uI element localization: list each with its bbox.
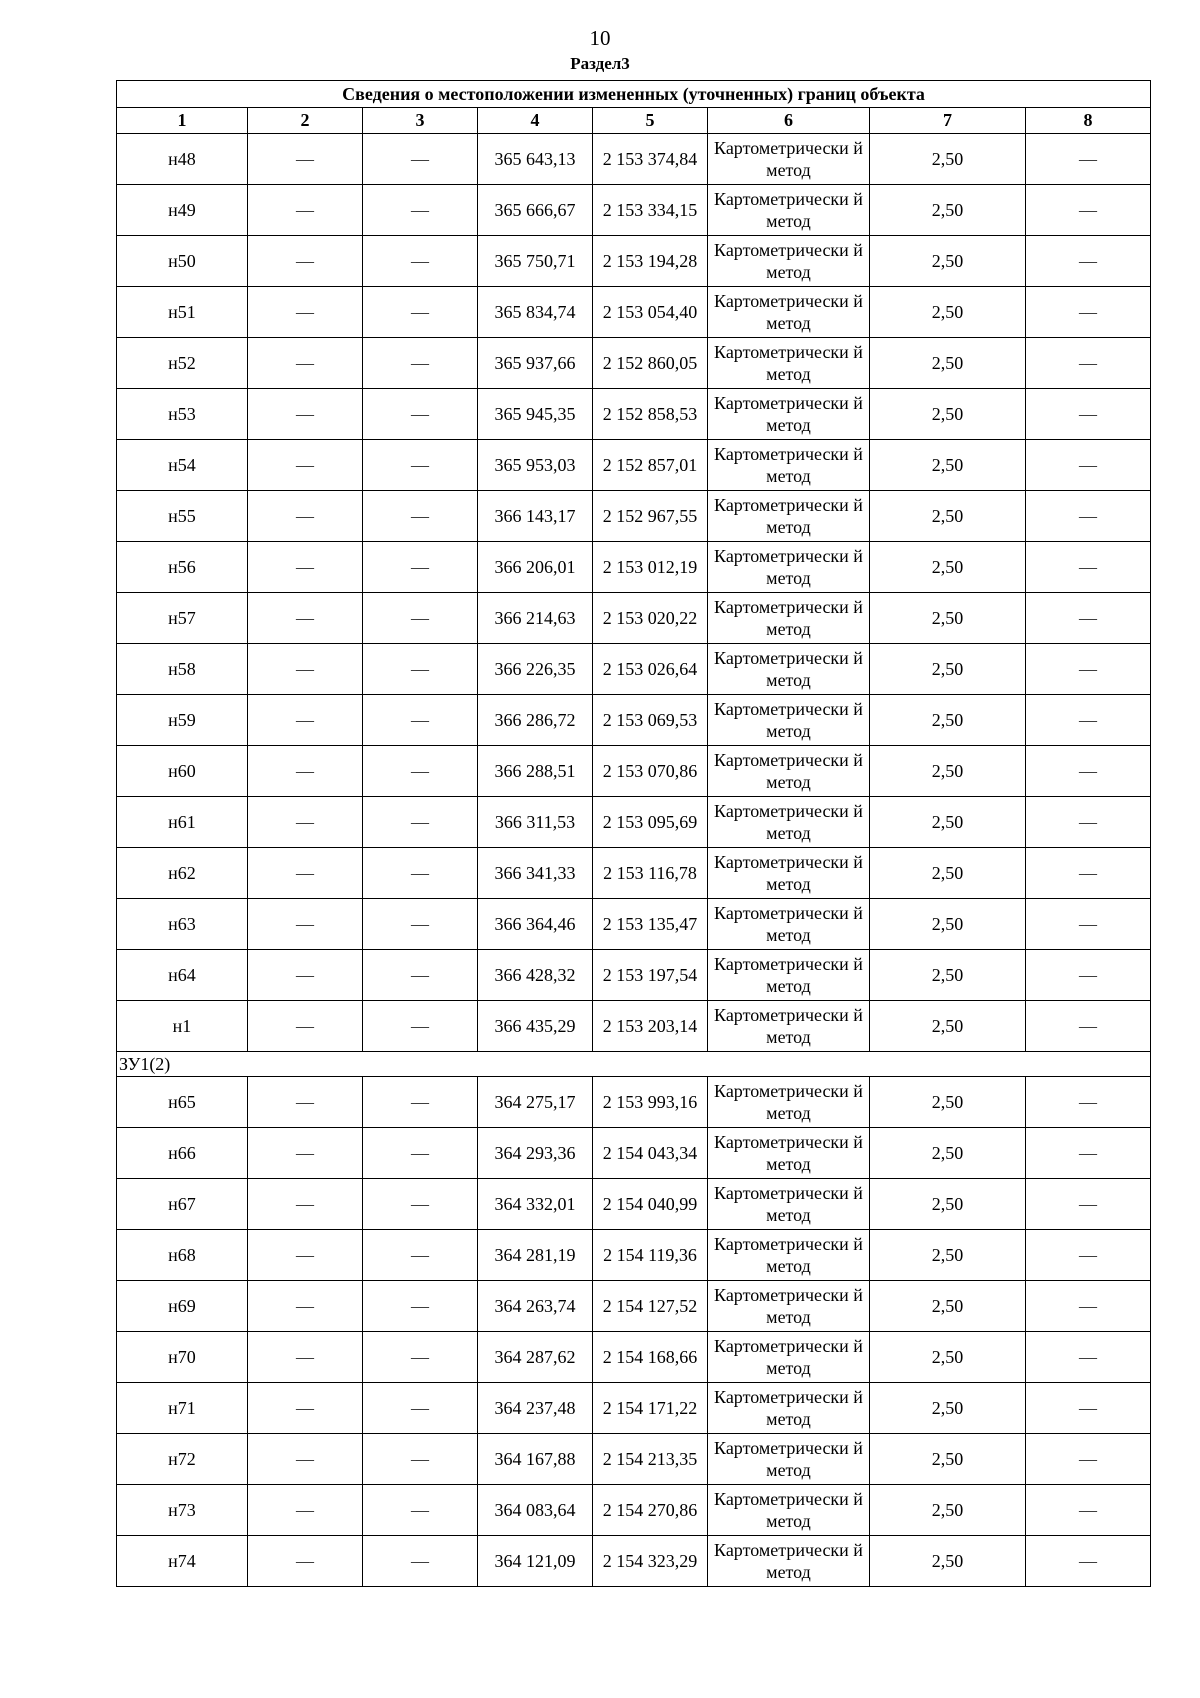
- point-number-cell: н65: [117, 1077, 248, 1128]
- column-8-cell: —: [1026, 1179, 1151, 1230]
- group-label: ЗУ1(2): [117, 1052, 1151, 1077]
- column-header-7: 7: [870, 108, 1026, 134]
- table-caption-row: [117, 81, 1151, 108]
- column-3-cell: —: [363, 1128, 478, 1179]
- y-coordinate-cell: 2 154 270,86: [593, 1485, 708, 1536]
- table-row: [117, 134, 1151, 185]
- accuracy-cell: 2,50: [870, 848, 1026, 899]
- accuracy-cell: 2,50: [870, 491, 1026, 542]
- column-header-6: 6: [708, 108, 870, 134]
- table-body: [117, 134, 1151, 1587]
- table-row: [117, 185, 1151, 236]
- column-2-cell: —: [248, 1230, 363, 1281]
- point-number-cell: н49: [117, 185, 248, 236]
- column-3-cell: —: [363, 185, 478, 236]
- accuracy-cell: 2,50: [870, 1332, 1026, 1383]
- column-3-cell: —: [363, 542, 478, 593]
- y-coordinate-cell: 2 152 858,53: [593, 389, 708, 440]
- method-cell: Картометрически й метод: [708, 593, 870, 644]
- column-2-cell: —: [248, 287, 363, 338]
- column-2-cell: —: [248, 899, 363, 950]
- accuracy-cell: 2,50: [870, 1536, 1026, 1587]
- method-cell: Картометрически й метод: [708, 287, 870, 338]
- table-row: [117, 1077, 1151, 1128]
- accuracy-cell: 2,50: [870, 644, 1026, 695]
- x-coordinate-cell: 364 275,17: [478, 1077, 593, 1128]
- method-cell: Картометрически й метод: [708, 389, 870, 440]
- table-row: [117, 389, 1151, 440]
- boundary-table-container: [116, 80, 1150, 1587]
- accuracy-cell: 2,50: [870, 389, 1026, 440]
- column-3-cell: —: [363, 950, 478, 1001]
- table-row: [117, 1230, 1151, 1281]
- y-coordinate-cell: 2 154 119,36: [593, 1230, 708, 1281]
- y-coordinate-cell: 2 153 993,16: [593, 1077, 708, 1128]
- column-2-cell: —: [248, 338, 363, 389]
- point-number-cell: н51: [117, 287, 248, 338]
- boundary-coordinates-table: [116, 80, 1151, 1587]
- method-cell: Картометрически й метод: [708, 1536, 870, 1587]
- table-row: [117, 1536, 1151, 1587]
- x-coordinate-cell: 366 286,72: [478, 695, 593, 746]
- column-8-cell: —: [1026, 287, 1151, 338]
- x-coordinate-cell: 364 083,64: [478, 1485, 593, 1536]
- y-coordinate-cell: 2 153 116,78: [593, 848, 708, 899]
- column-3-cell: —: [363, 1434, 478, 1485]
- column-8-cell: —: [1026, 899, 1151, 950]
- table-row: [117, 440, 1151, 491]
- method-cell: Картометрически й метод: [708, 695, 870, 746]
- column-8-cell: —: [1026, 593, 1151, 644]
- accuracy-cell: 2,50: [870, 1179, 1026, 1230]
- column-2-cell: —: [248, 1128, 363, 1179]
- point-number-cell: н52: [117, 338, 248, 389]
- y-coordinate-cell: 2 153 020,22: [593, 593, 708, 644]
- table-row: [117, 695, 1151, 746]
- column-3-cell: —: [363, 797, 478, 848]
- column-8-cell: —: [1026, 1434, 1151, 1485]
- accuracy-cell: 2,50: [870, 593, 1026, 644]
- accuracy-cell: 2,50: [870, 746, 1026, 797]
- column-3-cell: —: [363, 134, 478, 185]
- method-cell: Картометрически й метод: [708, 338, 870, 389]
- column-2-cell: —: [248, 134, 363, 185]
- column-2-cell: —: [248, 1332, 363, 1383]
- method-cell: Картометрически й метод: [708, 1485, 870, 1536]
- y-coordinate-cell: 2 153 069,53: [593, 695, 708, 746]
- y-coordinate-cell: 2 154 171,22: [593, 1383, 708, 1434]
- column-8-cell: —: [1026, 1128, 1151, 1179]
- x-coordinate-cell: 364 281,19: [478, 1230, 593, 1281]
- accuracy-cell: 2,50: [870, 1485, 1026, 1536]
- table-header-row: [117, 108, 1151, 134]
- column-8-cell: —: [1026, 797, 1151, 848]
- method-cell: Картометрически й метод: [708, 644, 870, 695]
- table-row: [117, 236, 1151, 287]
- accuracy-cell: 2,50: [870, 134, 1026, 185]
- accuracy-cell: 2,50: [870, 1128, 1026, 1179]
- x-coordinate-cell: 366 214,63: [478, 593, 593, 644]
- y-coordinate-cell: 2 153 197,54: [593, 950, 708, 1001]
- method-cell: Картометрически й метод: [708, 1077, 870, 1128]
- x-coordinate-cell: 366 206,01: [478, 542, 593, 593]
- point-number-cell: н70: [117, 1332, 248, 1383]
- point-number-cell: н54: [117, 440, 248, 491]
- column-2-cell: —: [248, 797, 363, 848]
- column-8-cell: —: [1026, 440, 1151, 491]
- x-coordinate-cell: 364 167,88: [478, 1434, 593, 1485]
- column-8-cell: —: [1026, 236, 1151, 287]
- column-2-cell: —: [248, 236, 363, 287]
- point-number-cell: н71: [117, 1383, 248, 1434]
- y-coordinate-cell: 2 153 026,64: [593, 644, 708, 695]
- method-cell: Картометрически й метод: [708, 542, 870, 593]
- column-8-cell: —: [1026, 491, 1151, 542]
- accuracy-cell: 2,50: [870, 1383, 1026, 1434]
- y-coordinate-cell: 2 154 213,35: [593, 1434, 708, 1485]
- table-row: [117, 491, 1151, 542]
- column-3-cell: —: [363, 491, 478, 542]
- method-cell: Картометрически й метод: [708, 797, 870, 848]
- column-8-cell: —: [1026, 1281, 1151, 1332]
- column-8-cell: —: [1026, 1001, 1151, 1052]
- x-coordinate-cell: 365 750,71: [478, 236, 593, 287]
- table-row: [117, 848, 1151, 899]
- point-number-cell: н74: [117, 1536, 248, 1587]
- y-coordinate-cell: 2 153 203,14: [593, 1001, 708, 1052]
- method-cell: Картометрически й метод: [708, 1332, 870, 1383]
- accuracy-cell: 2,50: [870, 1434, 1026, 1485]
- point-number-cell: н62: [117, 848, 248, 899]
- y-coordinate-cell: 2 154 323,29: [593, 1536, 708, 1587]
- column-8-cell: —: [1026, 338, 1151, 389]
- table-row: [117, 1281, 1151, 1332]
- y-coordinate-cell: 2 152 860,05: [593, 338, 708, 389]
- column-8-cell: —: [1026, 389, 1151, 440]
- y-coordinate-cell: 2 153 135,47: [593, 899, 708, 950]
- y-coordinate-cell: 2 152 967,55: [593, 491, 708, 542]
- column-3-cell: —: [363, 1536, 478, 1587]
- table-row: [117, 542, 1151, 593]
- method-cell: Картометрически й метод: [708, 1128, 870, 1179]
- accuracy-cell: 2,50: [870, 542, 1026, 593]
- accuracy-cell: 2,50: [870, 797, 1026, 848]
- point-number-cell: н53: [117, 389, 248, 440]
- point-number-cell: н72: [117, 1434, 248, 1485]
- point-number-cell: н56: [117, 542, 248, 593]
- x-coordinate-cell: 364 237,48: [478, 1383, 593, 1434]
- method-cell: Картометрически й метод: [708, 1434, 870, 1485]
- x-coordinate-cell: 364 332,01: [478, 1179, 593, 1230]
- method-cell: Картометрически й метод: [708, 185, 870, 236]
- x-coordinate-cell: 366 428,32: [478, 950, 593, 1001]
- column-2-cell: —: [248, 1536, 363, 1587]
- column-2-cell: —: [248, 593, 363, 644]
- column-3-cell: —: [363, 389, 478, 440]
- method-cell: Картометрически й метод: [708, 1230, 870, 1281]
- table-row: [117, 1001, 1151, 1052]
- column-header-1: 1: [117, 108, 248, 134]
- accuracy-cell: 2,50: [870, 1230, 1026, 1281]
- point-number-cell: н63: [117, 899, 248, 950]
- column-2-cell: —: [248, 695, 363, 746]
- column-3-cell: —: [363, 644, 478, 695]
- column-3-cell: —: [363, 1383, 478, 1434]
- table-row: [117, 1434, 1151, 1485]
- x-coordinate-cell: 365 937,66: [478, 338, 593, 389]
- point-number-cell: н64: [117, 950, 248, 1001]
- y-coordinate-cell: 2 153 334,15: [593, 185, 708, 236]
- x-coordinate-cell: 364 121,09: [478, 1536, 593, 1587]
- column-2-cell: —: [248, 1179, 363, 1230]
- x-coordinate-cell: 366 341,33: [478, 848, 593, 899]
- column-3-cell: —: [363, 848, 478, 899]
- point-number-cell: н58: [117, 644, 248, 695]
- x-coordinate-cell: 366 311,53: [478, 797, 593, 848]
- column-3-cell: —: [363, 1230, 478, 1281]
- column-8-cell: —: [1026, 695, 1151, 746]
- table-row: [117, 287, 1151, 338]
- x-coordinate-cell: 365 945,35: [478, 389, 593, 440]
- point-number-cell: н68: [117, 1230, 248, 1281]
- column-2-cell: —: [248, 1001, 363, 1052]
- column-3-cell: —: [363, 1281, 478, 1332]
- x-coordinate-cell: 365 953,03: [478, 440, 593, 491]
- accuracy-cell: 2,50: [870, 1077, 1026, 1128]
- column-header-3: 3: [363, 108, 478, 134]
- table-row: [117, 593, 1151, 644]
- column-2-cell: —: [248, 542, 363, 593]
- column-2-cell: —: [248, 848, 363, 899]
- column-2-cell: —: [248, 440, 363, 491]
- table-row: [117, 1332, 1151, 1383]
- column-2-cell: —: [248, 1383, 363, 1434]
- x-coordinate-cell: 366 364,46: [478, 899, 593, 950]
- column-8-cell: —: [1026, 185, 1151, 236]
- table-row: [117, 1179, 1151, 1230]
- y-coordinate-cell: 2 154 040,99: [593, 1179, 708, 1230]
- method-cell: Картометрически й метод: [708, 1281, 870, 1332]
- point-number-cell: н60: [117, 746, 248, 797]
- column-3-cell: —: [363, 1077, 478, 1128]
- column-3-cell: —: [363, 1001, 478, 1052]
- y-coordinate-cell: 2 154 127,52: [593, 1281, 708, 1332]
- column-header-8: 8: [1026, 108, 1151, 134]
- column-2-cell: —: [248, 491, 363, 542]
- column-3-cell: —: [363, 1485, 478, 1536]
- method-cell: Картометрически й метод: [708, 491, 870, 542]
- y-coordinate-cell: 2 153 070,86: [593, 746, 708, 797]
- group-label-row: [117, 1052, 1151, 1077]
- column-header-2: 2: [248, 108, 363, 134]
- column-8-cell: —: [1026, 746, 1151, 797]
- point-number-cell: н55: [117, 491, 248, 542]
- x-coordinate-cell: 366 143,17: [478, 491, 593, 542]
- y-coordinate-cell: 2 152 857,01: [593, 440, 708, 491]
- point-number-cell: н67: [117, 1179, 248, 1230]
- y-coordinate-cell: 2 154 168,66: [593, 1332, 708, 1383]
- y-coordinate-cell: 2 153 374,84: [593, 134, 708, 185]
- column-2-cell: —: [248, 389, 363, 440]
- point-number-cell: н48: [117, 134, 248, 185]
- column-8-cell: —: [1026, 1485, 1151, 1536]
- x-coordinate-cell: 366 226,35: [478, 644, 593, 695]
- column-8-cell: —: [1026, 1536, 1151, 1587]
- column-3-cell: —: [363, 287, 478, 338]
- column-8-cell: —: [1026, 1383, 1151, 1434]
- point-number-cell: н73: [117, 1485, 248, 1536]
- column-2-cell: —: [248, 1281, 363, 1332]
- table-row: [117, 1383, 1151, 1434]
- column-8-cell: —: [1026, 1077, 1151, 1128]
- point-number-cell: н61: [117, 797, 248, 848]
- x-coordinate-cell: 364 263,74: [478, 1281, 593, 1332]
- x-coordinate-cell: 364 287,62: [478, 1332, 593, 1383]
- table-row: [117, 338, 1151, 389]
- table-row: [117, 797, 1151, 848]
- column-2-cell: —: [248, 1077, 363, 1128]
- method-cell: Картометрически й метод: [708, 1383, 870, 1434]
- method-cell: Картометрически й метод: [708, 1179, 870, 1230]
- accuracy-cell: 2,50: [870, 440, 1026, 491]
- column-8-cell: —: [1026, 542, 1151, 593]
- method-cell: Картометрически й метод: [708, 746, 870, 797]
- column-3-cell: —: [363, 236, 478, 287]
- x-coordinate-cell: 365 834,74: [478, 287, 593, 338]
- page-number: 10: [589, 26, 611, 50]
- point-number-cell: н69: [117, 1281, 248, 1332]
- accuracy-cell: 2,50: [870, 695, 1026, 746]
- column-2-cell: —: [248, 644, 363, 695]
- x-coordinate-cell: 364 293,36: [478, 1128, 593, 1179]
- y-coordinate-cell: 2 153 194,28: [593, 236, 708, 287]
- method-cell: Картометрически й метод: [708, 1001, 870, 1052]
- accuracy-cell: 2,50: [870, 1001, 1026, 1052]
- method-cell: Картометрически й метод: [708, 899, 870, 950]
- y-coordinate-cell: 2 154 043,34: [593, 1128, 708, 1179]
- column-3-cell: —: [363, 746, 478, 797]
- column-3-cell: —: [363, 338, 478, 389]
- point-number-cell: н59: [117, 695, 248, 746]
- method-cell: Картометрически й метод: [708, 134, 870, 185]
- accuracy-cell: 2,50: [870, 1281, 1026, 1332]
- column-2-cell: —: [248, 950, 363, 1001]
- accuracy-cell: 2,50: [870, 899, 1026, 950]
- column-3-cell: —: [363, 593, 478, 644]
- column-header-4: 4: [478, 108, 593, 134]
- point-number-cell: н57: [117, 593, 248, 644]
- column-3-cell: —: [363, 440, 478, 491]
- column-8-cell: —: [1026, 848, 1151, 899]
- method-cell: Картометрически й метод: [708, 950, 870, 1001]
- accuracy-cell: 2,50: [870, 338, 1026, 389]
- method-cell: Картометрически й метод: [708, 236, 870, 287]
- column-2-cell: —: [248, 185, 363, 236]
- column-header-5: 5: [593, 108, 708, 134]
- table-row: [117, 1485, 1151, 1536]
- column-2-cell: —: [248, 746, 363, 797]
- accuracy-cell: 2,50: [870, 185, 1026, 236]
- point-number-cell: н50: [117, 236, 248, 287]
- y-coordinate-cell: 2 153 012,19: [593, 542, 708, 593]
- y-coordinate-cell: 2 153 095,69: [593, 797, 708, 848]
- point-number-cell: н66: [117, 1128, 248, 1179]
- table-row: [117, 644, 1151, 695]
- table-row: [117, 899, 1151, 950]
- point-number-cell: н1: [117, 1001, 248, 1052]
- x-coordinate-cell: 365 643,13: [478, 134, 593, 185]
- column-3-cell: —: [363, 1332, 478, 1383]
- column-2-cell: —: [248, 1485, 363, 1536]
- column-3-cell: —: [363, 695, 478, 746]
- column-8-cell: —: [1026, 644, 1151, 695]
- table-row: [117, 1128, 1151, 1179]
- column-8-cell: —: [1026, 1332, 1151, 1383]
- accuracy-cell: 2,50: [870, 950, 1026, 1001]
- table-row: [117, 950, 1151, 1001]
- x-coordinate-cell: 366 435,29: [478, 1001, 593, 1052]
- x-coordinate-cell: 365 666,67: [478, 185, 593, 236]
- method-cell: Картометрически й метод: [708, 848, 870, 899]
- section-title: Раздел3: [570, 54, 630, 73]
- x-coordinate-cell: 366 288,51: [478, 746, 593, 797]
- accuracy-cell: 2,50: [870, 287, 1026, 338]
- column-8-cell: —: [1026, 1230, 1151, 1281]
- table-row: [117, 746, 1151, 797]
- y-coordinate-cell: 2 153 054,40: [593, 287, 708, 338]
- column-8-cell: —: [1026, 134, 1151, 185]
- column-3-cell: —: [363, 1179, 478, 1230]
- accuracy-cell: 2,50: [870, 236, 1026, 287]
- method-cell: Картометрически й метод: [708, 440, 870, 491]
- column-2-cell: —: [248, 1434, 363, 1485]
- column-3-cell: —: [363, 899, 478, 950]
- table-caption: Сведения о местоположении измененных (уточненных) границ объекта: [117, 81, 1151, 108]
- column-8-cell: —: [1026, 950, 1151, 1001]
